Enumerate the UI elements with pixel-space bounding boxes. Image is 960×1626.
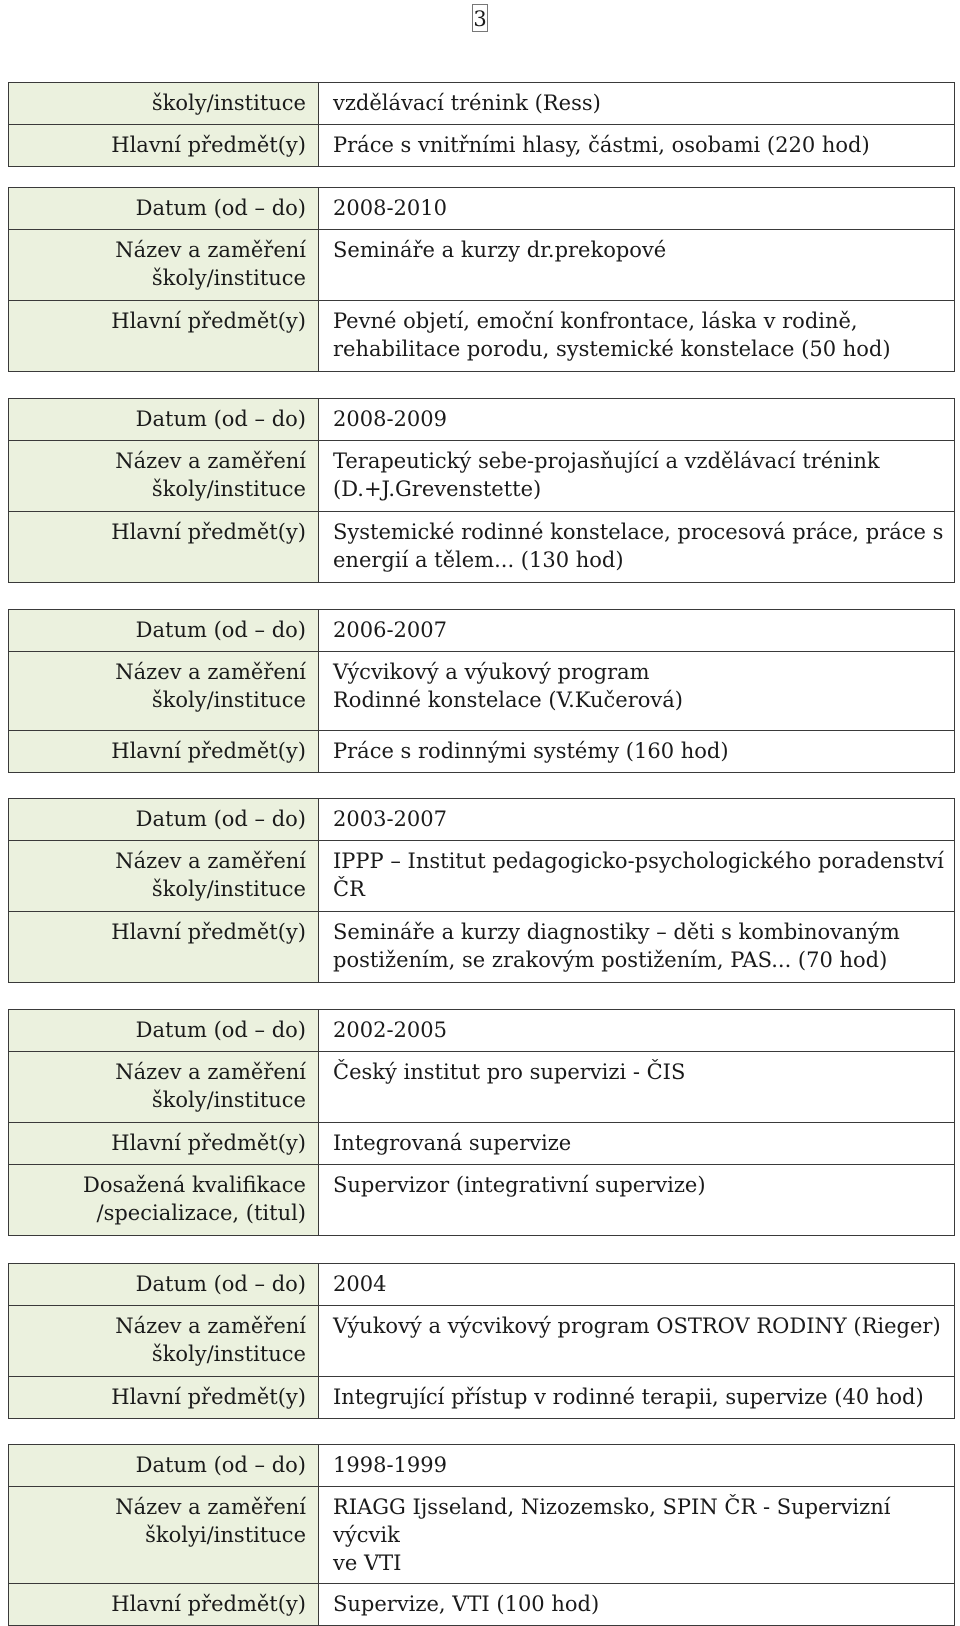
row-value: RIAGG Ijsseland, Nizozemsko, SPIN ČR - Supervizní výcvik ve VTI [319, 1487, 955, 1584]
table-row [9, 125, 955, 167]
row-label: Hlavní předmět(y) [9, 512, 319, 583]
row-value: Systemické rodinné konstelace, procesová práce, práce s energií a tělem... (130 hod) [319, 512, 955, 583]
row-value: Supervizor (integrativní supervize) [319, 1165, 955, 1236]
row-label: Datum (od – do) [9, 799, 319, 841]
education-block [8, 82, 955, 167]
row-label: Hlavní předmět(y) [9, 125, 319, 167]
row-label: Název a zaměření školy/instituce [9, 441, 319, 512]
table-row [9, 1445, 955, 1487]
education-block [8, 187, 955, 372]
row-value: Výukový a výcvikový program OSTROV RODINY (Rieger) [319, 1306, 955, 1377]
table-row [9, 188, 955, 230]
table-row [9, 799, 955, 841]
row-label: Hlavní předmět(y) [9, 731, 319, 773]
row-label: Hlavní předmět(y) [9, 1377, 319, 1419]
table-row [9, 1052, 955, 1123]
row-value: Práce s rodinnými systémy (160 hod) [319, 731, 955, 773]
table-row [9, 1487, 955, 1584]
row-value: vzdělávací trénink (Ress) [319, 83, 955, 125]
row-value: 2002-2005 [319, 1010, 955, 1052]
row-value: 2004 [319, 1264, 955, 1306]
row-label: Hlavní předmět(y) [9, 1584, 319, 1626]
table-row [9, 512, 955, 583]
education-block [8, 398, 955, 583]
education-block [8, 1263, 955, 1419]
row-label: Hlavní předmět(y) [9, 1123, 319, 1165]
row-label: Datum (od – do) [9, 1445, 319, 1487]
row-value: IPPP – Institut pedagogicko-psychologického poradenství ČR [319, 841, 955, 912]
row-label: Název a zaměření školy/instituce [9, 652, 319, 731]
row-value: 2006-2007 [319, 610, 955, 652]
row-value: 1998-1999 [319, 1445, 955, 1487]
table-row [9, 83, 955, 125]
table-row [9, 1165, 955, 1236]
row-label: Název a zaměření školy/instituce [9, 230, 319, 301]
row-label: Název a zaměření školyi/instituce [9, 1487, 319, 1584]
table-row [9, 610, 955, 652]
table-row [9, 230, 955, 301]
education-block [8, 609, 955, 773]
row-label: Datum (od – do) [9, 1264, 319, 1306]
table-row [9, 652, 955, 731]
row-label: Hlavní předmět(y) [9, 912, 319, 983]
page-number: 3 [472, 4, 488, 32]
table-row [9, 912, 955, 983]
row-label: Název a zaměření školy/instituce [9, 841, 319, 912]
row-value: Integrovaná supervize [319, 1123, 955, 1165]
row-label: Název a zaměření školy/instituce [9, 1052, 319, 1123]
row-value: Výcvikový a výukový program Rodinné konstelace (V.Kučerová) [319, 652, 955, 731]
row-label: Hlavní předmět(y) [9, 301, 319, 372]
table-row [9, 1306, 955, 1377]
table-row [9, 1377, 955, 1419]
row-label: Dosažená kvalifikace /specializace, (titul) [9, 1165, 319, 1236]
table-row [9, 731, 955, 773]
education-block [8, 798, 955, 983]
row-value: Český institut pro supervizi - ČIS [319, 1052, 955, 1123]
education-block [8, 1009, 955, 1236]
row-label: Datum (od – do) [9, 610, 319, 652]
row-value: Integrující přístup v rodinné terapii, supervize (40 hod) [319, 1377, 955, 1419]
table-row [9, 441, 955, 512]
row-label: Datum (od – do) [9, 399, 319, 441]
row-value: Pevné objetí, emoční konfrontace, láska v rodině, rehabilitace porodu, systemické konstelace (50 hod) [319, 301, 955, 372]
table-row [9, 1264, 955, 1306]
row-value: 2008-2009 [319, 399, 955, 441]
table-row [9, 1010, 955, 1052]
table-row [9, 1584, 955, 1626]
table-row [9, 399, 955, 441]
table-row [9, 1123, 955, 1165]
row-value: Terapeutický sebe-projasňující a vzdělávací trénink (D.+J.Grevenstette) [319, 441, 955, 512]
row-label: Datum (od – do) [9, 1010, 319, 1052]
row-value: 2008-2010 [319, 188, 955, 230]
row-value: Supervize, VTI (100 hod) [319, 1584, 955, 1626]
row-value: Semináře a kurzy dr.prekopové [319, 230, 955, 301]
row-label: Název a zaměření školy/instituce [9, 1306, 319, 1377]
row-value: 2003-2007 [319, 799, 955, 841]
row-label: školy/instituce [9, 83, 319, 125]
row-value: Semináře a kurzy diagnostiky – děti s kombinovaným postižením, se zrakovým postižením, PAS... (70 hod) [319, 912, 955, 983]
table-row [9, 301, 955, 372]
table-row [9, 841, 955, 912]
row-label: Datum (od – do) [9, 188, 319, 230]
education-block [8, 1444, 955, 1626]
row-value: Práce s vnitřními hlasy, částmi, osobami (220 hod) [319, 125, 955, 167]
